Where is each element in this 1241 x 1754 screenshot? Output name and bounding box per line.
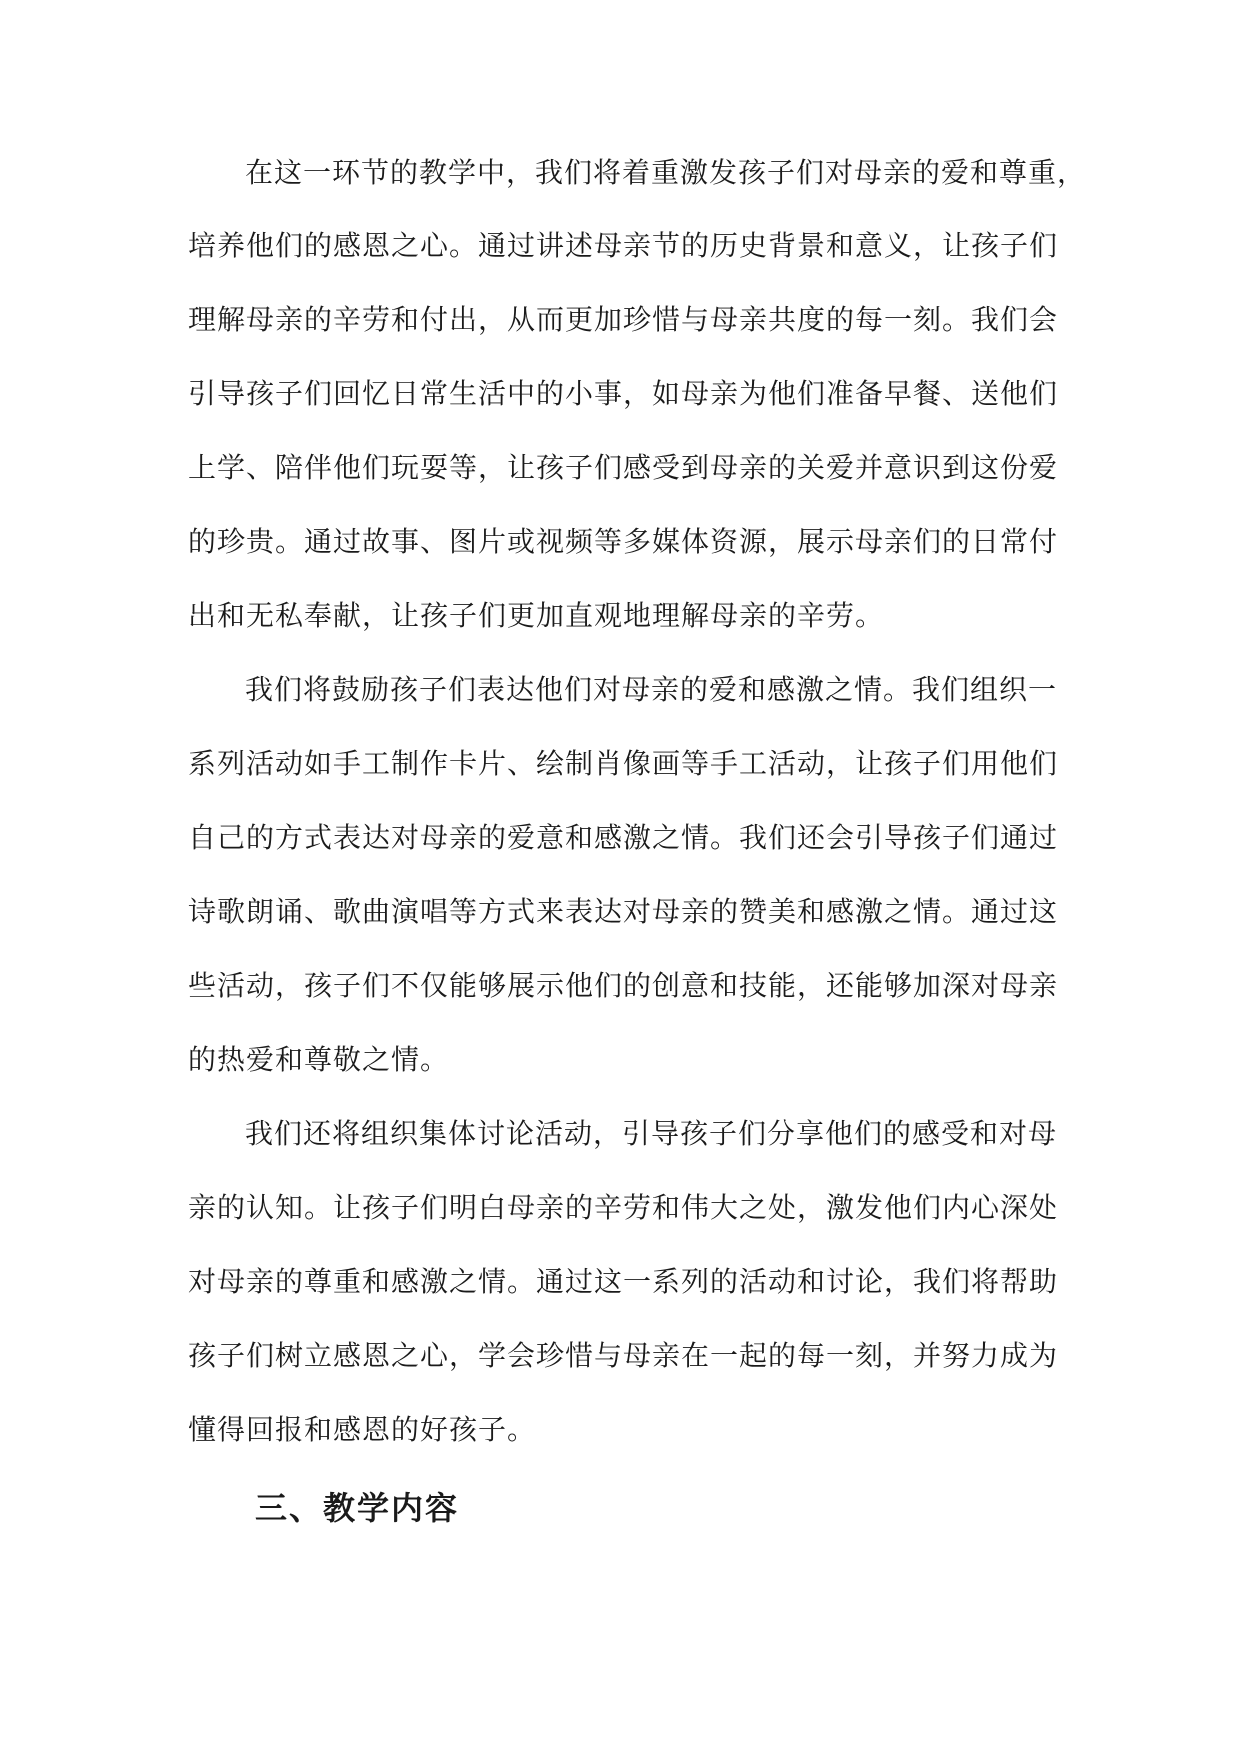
paragraph-3-line-3: 对母亲的尊重和感激之情。通过这一系列的活动和讨论，我们将帮助 (188, 1265, 1059, 1298)
paragraph-2-line-3: 自己的方式表达对母亲的爱意和感激之情。我们还会引导孩子们通过 (188, 821, 1059, 854)
paragraph-2-line-6: 的热爱和尊敬之情。 (188, 1043, 450, 1076)
section-heading: 三、教学内容 (255, 1489, 460, 1527)
paragraph-2-line-1: 我们将鼓励孩子们表达他们对母亲的爱和感激之情。我们组织一 (245, 673, 1058, 706)
paragraph-1-line-7: 出和无私奉献，让孩子们更加直观地理解母亲的辛劳。 (188, 599, 885, 632)
paragraph-1-line-5: 上学、陪伴他们玩耍等，让孩子们感受到母亲的关爱并意识到这份爱 (188, 451, 1059, 484)
paragraph-2-line-2: 系列活动如手工制作卡片、绘制肖像画等手工活动，让孩子们用他们 (188, 747, 1059, 780)
paragraph-1-line-1: 在这一环节的教学中，我们将着重激发孩子们对母亲的爱和尊重， (245, 156, 1087, 189)
paragraph-3-line-4: 孩子们树立感恩之心，学会珍惜与母亲在一起的每一刻，并努力成为 (188, 1339, 1059, 1372)
paragraph-1-line-4: 引导孩子们回忆日常生活中的小事，如母亲为他们准备早餐、送他们 (188, 377, 1059, 410)
paragraph-1-line-2: 培养他们的感恩之心。通过讲述母亲节的历史背景和意义，让孩子们 (188, 229, 1059, 262)
paragraph-3-line-5: 懂得回报和感恩的好孩子。 (188, 1413, 537, 1446)
paragraph-2-line-5: 些活动，孩子们不仅能够展示他们的创意和技能，还能够加深对母亲 (188, 969, 1059, 1002)
paragraph-2-line-4: 诗歌朗诵、歌曲演唱等方式来表达对母亲的赞美和感激之情。通过这 (188, 895, 1059, 928)
paragraph-3-line-1: 我们还将组织集体讨论活动，引导孩子们分享他们的感受和对母 (245, 1117, 1058, 1150)
paragraph-1-line-6: 的珍贵。通过故事、图片或视频等多媒体资源，展示母亲们的日常付 (188, 525, 1059, 558)
paragraph-1-line-3: 理解母亲的辛劳和付出，从而更加珍惜与母亲共度的每一刻。我们会 (188, 303, 1059, 336)
paragraph-3-line-2: 亲的认知。让孩子们明白母亲的辛劳和伟大之处，激发他们内心深处 (188, 1191, 1059, 1224)
